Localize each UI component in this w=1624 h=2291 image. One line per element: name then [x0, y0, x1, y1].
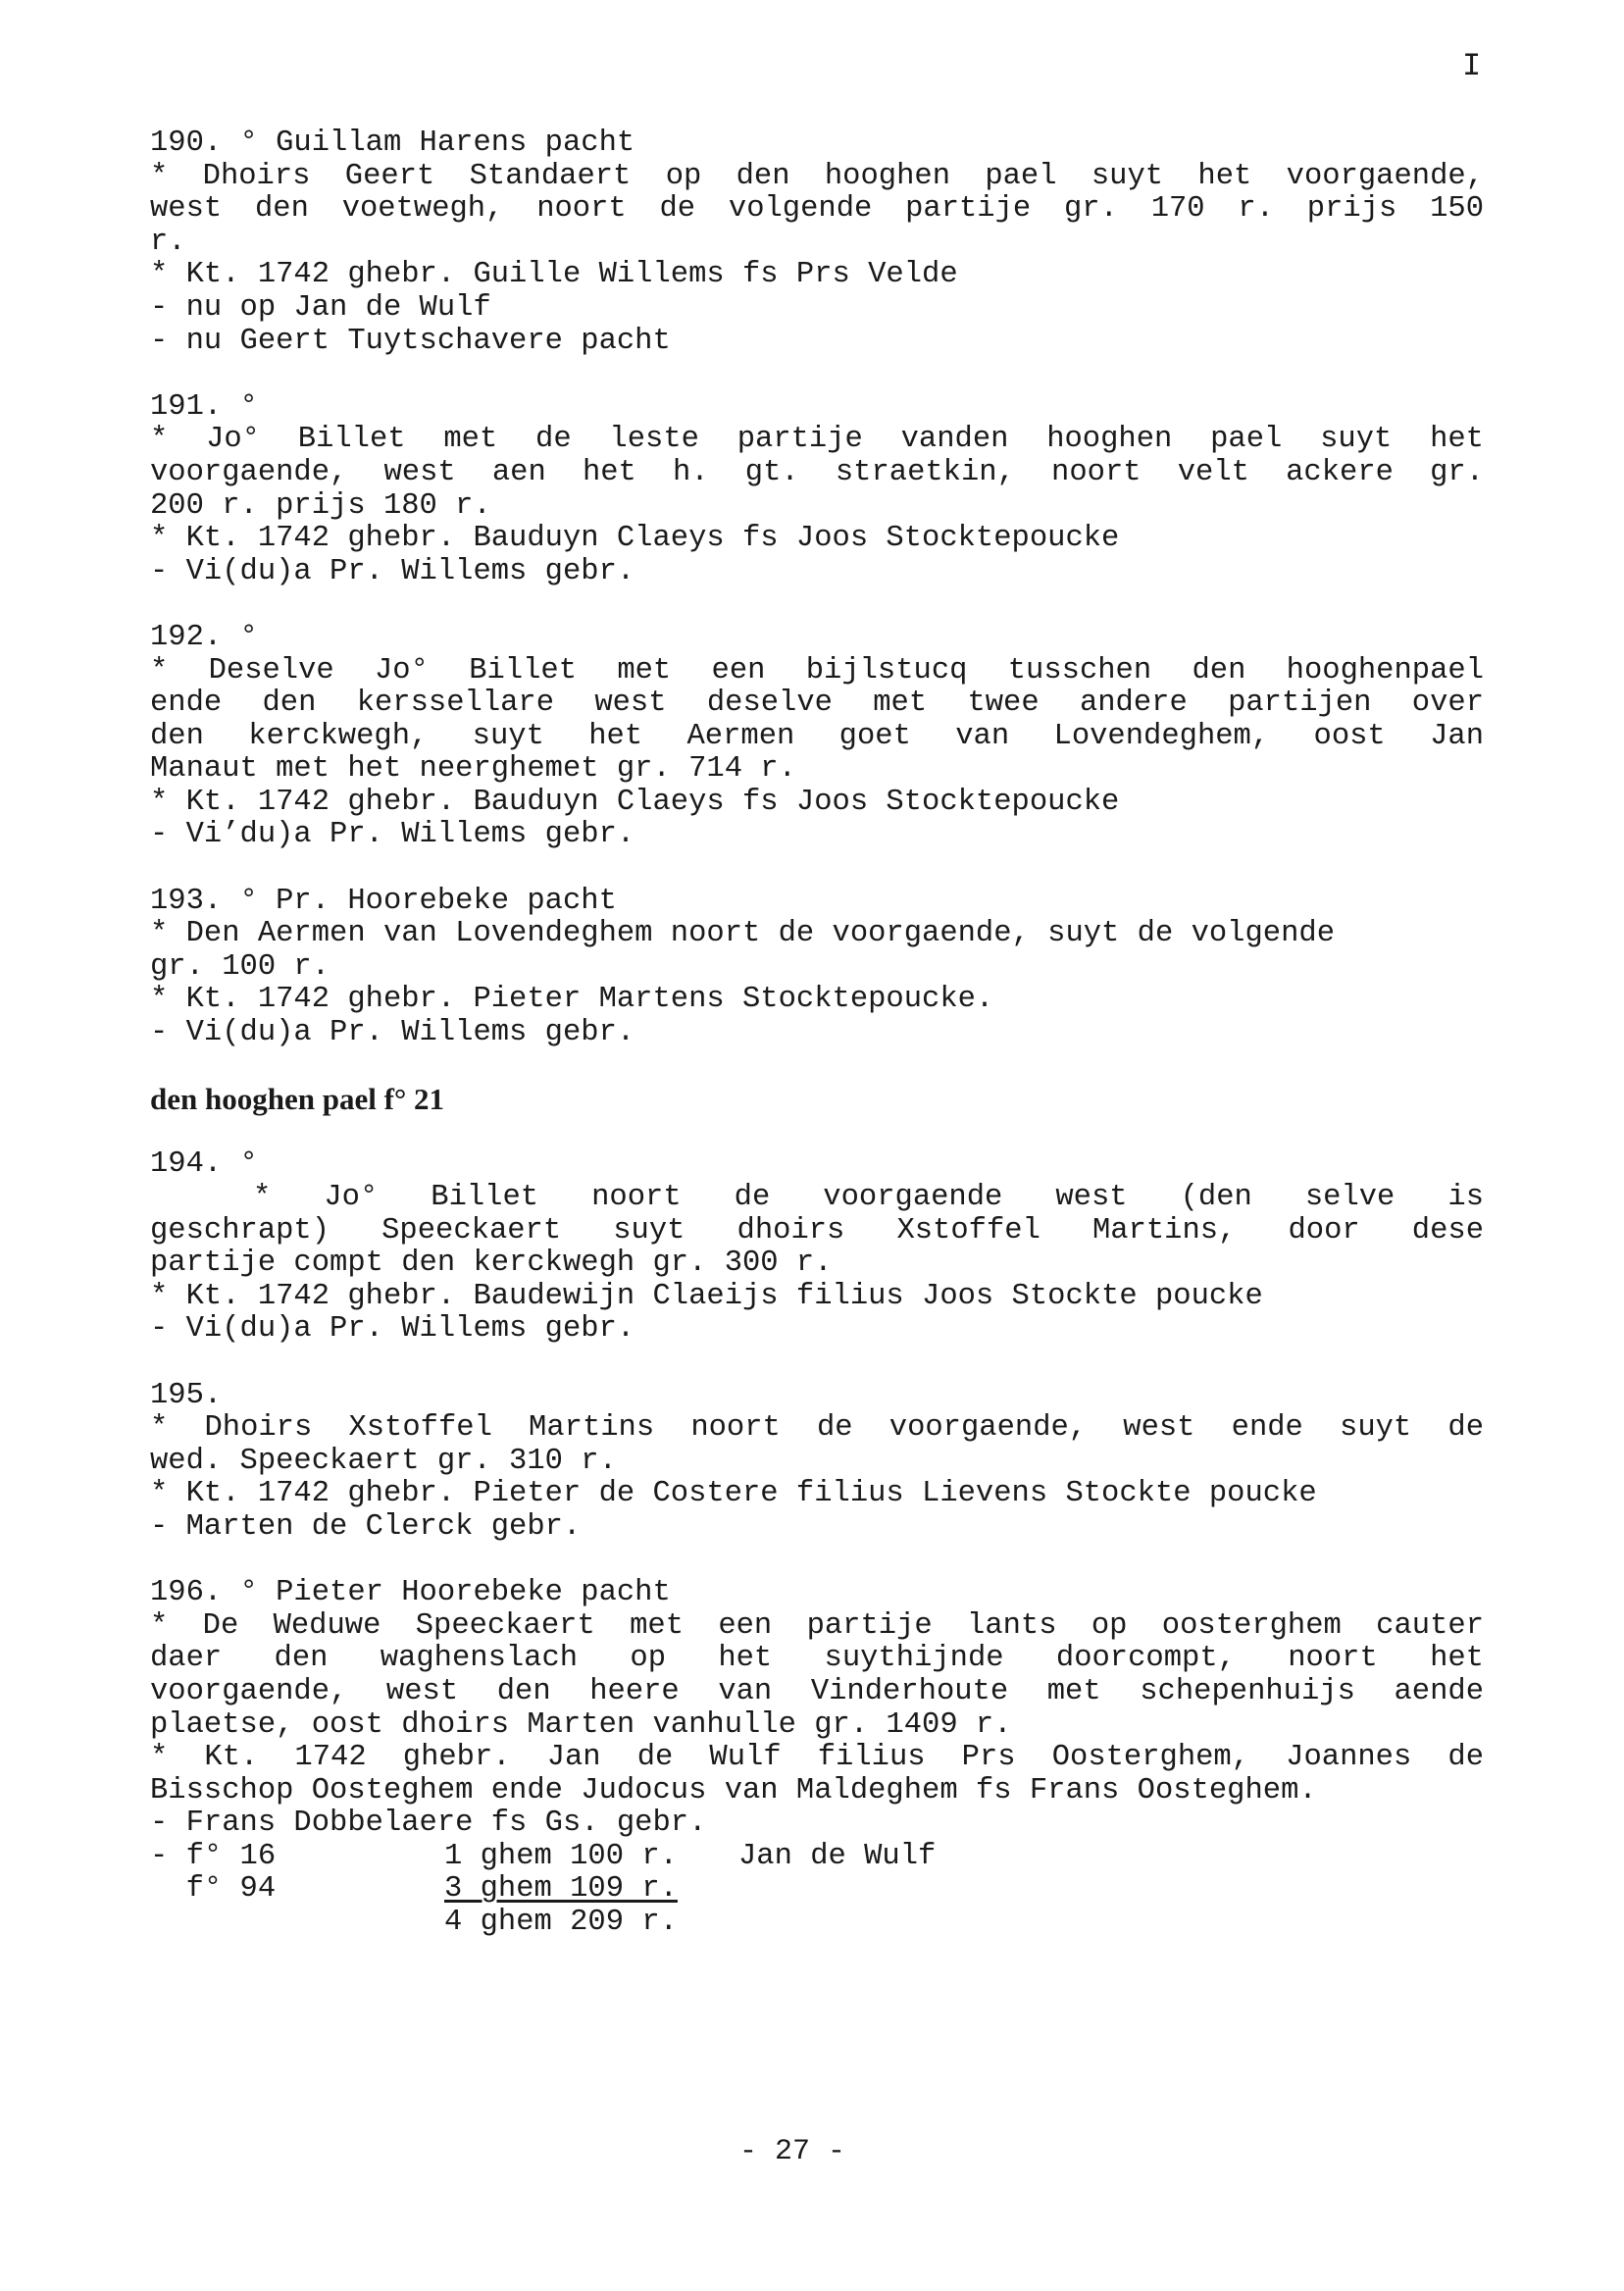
- entry-191: [150, 391, 1484, 589]
- document-body: [150, 127, 1484, 1972]
- entry-190: [150, 127, 1484, 358]
- entry-line: partije compt den kerckwegh gr. 300 r.: [150, 1247, 833, 1281]
- entry-line: * Kt. 1742 ghebr. Baudewijn Claeijs filius Joos Stockte poucke: [150, 1279, 1263, 1313]
- section-heading: den hooghen pael f° 21: [150, 1082, 445, 1117]
- entry-line: wed. Speeckaert gr. 310 r.: [150, 1444, 617, 1478]
- entry-line: * Jo° Billet met de leste partije vanden hooghen pael suyt het: [150, 423, 1484, 457]
- entry-line: * Deselve Jo° Billet met een bijlstucq tusschen den hooghenpael: [150, 653, 1484, 687]
- entry-line: * Jo° Billet noort de voorgaende west (den selve is: [253, 1181, 1484, 1214]
- ledger-folio: - f° 16: [150, 1839, 277, 1873]
- ledger-area: 3 ghem 109 r.: [444, 1872, 678, 1907]
- entry-line: gr. 100 r.: [150, 949, 330, 984]
- page-number-text: - 27 -: [738, 2135, 846, 2168]
- entry-line: - Vi’du)a Pr. Willems gebr.: [150, 818, 635, 852]
- ledger-row: [150, 1873, 1484, 1907]
- entry-line: * De Weduwe Speeckaert met een partije lants op oosterghem cauter: [150, 1608, 1484, 1643]
- entry-title: 195.: [150, 1378, 223, 1412]
- entry-line: west den voetwegh, noort de volgende partije gr. 170 r. prijs 150: [150, 192, 1484, 227]
- entry-line: - nu op Jan de Wulf: [150, 290, 491, 325]
- entry-line: plaetse, oost dhoirs Marten vanhulle gr. 1409 r.: [150, 1707, 1012, 1742]
- ledger-table: [150, 1841, 1484, 1940]
- entry-line: - Frans Dobbelaere fs Gs. gebr.: [150, 1807, 707, 1841]
- entry-line: * Kt. 1742 ghebr. Guille Willems fs Prs Velde: [150, 258, 958, 292]
- entry-192: [150, 622, 1484, 852]
- ledger-row: [150, 1841, 1484, 1874]
- entry-title: 191. °: [150, 389, 258, 424]
- page-mark: I: [1462, 48, 1482, 84]
- entry-line: voorgaende, west den heere van Vinderhoute met schepenhuijs aende: [150, 1674, 1484, 1708]
- entry-line: r.: [150, 225, 186, 259]
- entry-line: Manaut met het neerghemet gr. 714 r.: [150, 752, 796, 787]
- entry-line: * Dhoirs Xstoffel Martins noort de voorgaende, west ende suyt de: [150, 1411, 1484, 1446]
- entry-line: * Kt. 1742 ghebr. Jan de Wulf filius Prs Oosterghem, Joannes de: [150, 1741, 1484, 1775]
- page-number: [0, 2135, 1624, 2168]
- entry-line: * Kt. 1742 ghebr. Pieter Martens Stocktepoucke.: [150, 983, 994, 1017]
- entry-title: 196. ° Pieter Hoorebeke pacht: [150, 1576, 671, 1610]
- entry-line: - Vi(du)a Pr. Willems gebr.: [150, 1312, 635, 1347]
- entry-line: - Vi(du)a Pr. Willems gebr.: [150, 1016, 635, 1050]
- entry-title: 192. °: [150, 620, 258, 654]
- ledger-owner: Jan de Wulf: [738, 1839, 937, 1873]
- entry-line: * Dhoirs Geert Standaert op den hooghen pael suyt het voorgaende,: [150, 159, 1484, 193]
- entry-193: [150, 886, 1484, 1050]
- entry-title: 190. ° Guillam Harens pacht: [150, 127, 635, 160]
- entry-line: 200 r. prijs 180 r.: [150, 488, 491, 523]
- entry-title: 194. °: [150, 1147, 258, 1182]
- entry-line: ende den kerssellare west deselve met twee andere partijen over: [150, 687, 1484, 721]
- entry-line: Bisschop Oosteghem ende Judocus van Maldeghem fs Frans Oosteghem.: [150, 1773, 1317, 1807]
- entry-196: [150, 1577, 1484, 1940]
- ledger-folio: f° 94: [150, 1872, 277, 1907]
- ledger-area: 1 ghem 100 r.: [444, 1839, 678, 1873]
- entry-line: - Marten de Clerck gebr.: [150, 1509, 582, 1544]
- entry-line: * Den Aermen van Lovendeghem noort de voorgaende, suyt de volgende: [150, 917, 1335, 951]
- entry-line: - Vi(du)a Pr. Willems gebr.: [150, 554, 635, 588]
- entry-line: den kerckwegh, suyt het Aermen goet van Lovendeghem, oost Jan: [150, 719, 1484, 753]
- entry-194: [150, 1148, 1484, 1347]
- ledger-total-row: [150, 1907, 1484, 1940]
- ledger-total: 4 ghem 209 r.: [444, 1906, 678, 1940]
- entry-line: * Kt. 1742 ghebr. Bauduyn Claeys fs Joos Stocktepoucke: [150, 522, 1120, 556]
- entry-line: voorgaende, west aen het h. gt. straetkin, noort velt ackere gr.: [150, 455, 1484, 489]
- entry-line: * Kt. 1742 ghebr. Pieter de Costere filius Lievens Stockte poucke: [150, 1477, 1317, 1511]
- entry-title: 193. ° Pr. Hoorebeke pacht: [150, 884, 617, 918]
- entry-line: * Kt. 1742 ghebr. Bauduyn Claeys fs Joos Stocktepoucke: [150, 785, 1120, 819]
- entry-line: daer den waghenslach op het suythijnde doorcompt, noort het: [150, 1642, 1484, 1676]
- entry-line: geschrapt) Speeckaert suyt dhoirs Xstoffel Martins, door dese: [150, 1213, 1484, 1247]
- entry-line: - nu Geert Tuytschavere pacht: [150, 324, 671, 358]
- entry-195: [150, 1380, 1484, 1545]
